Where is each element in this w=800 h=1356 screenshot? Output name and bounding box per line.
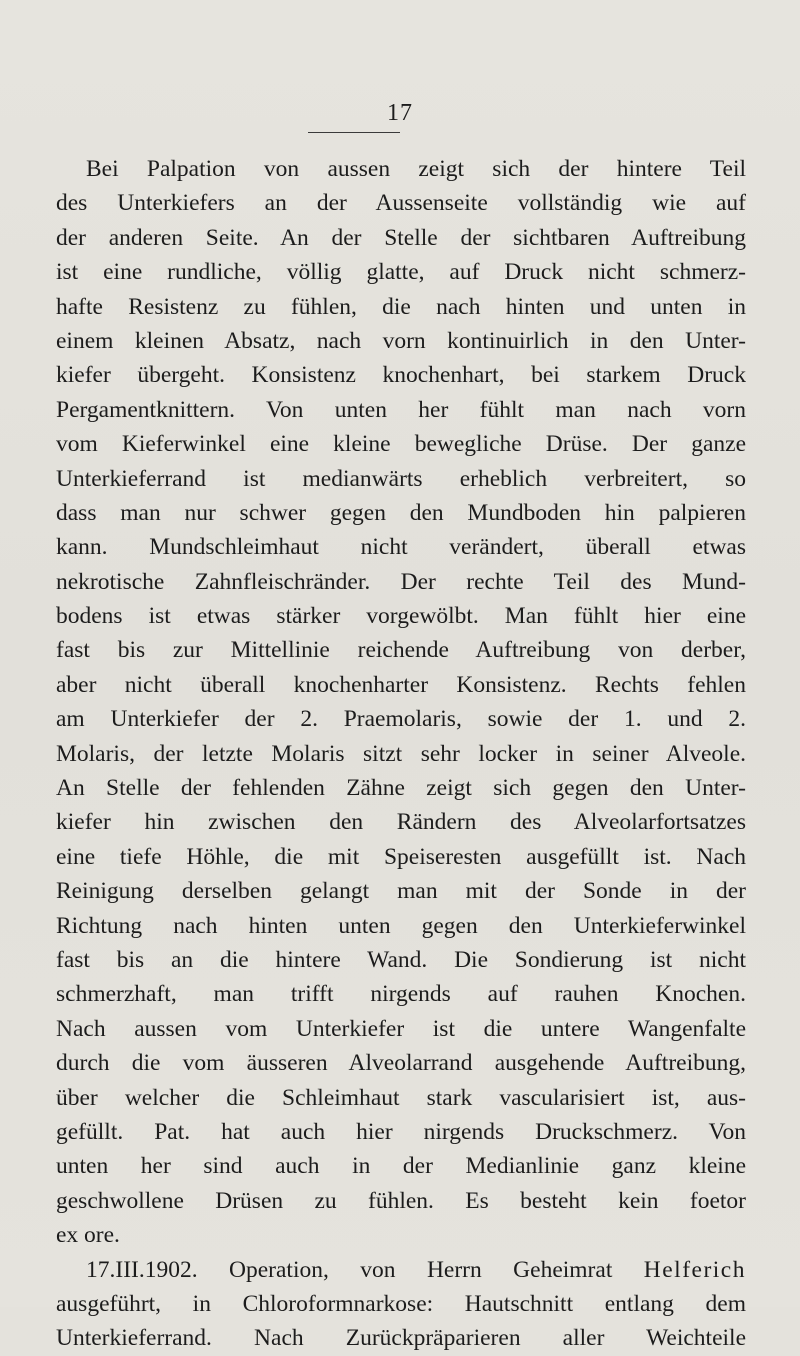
text-line: dass man nur schwer gegen den Mundboden hin palpieren — [56, 499, 746, 526]
text-line: ex ore. — [56, 1222, 120, 1249]
paragraph-2-line-3: Unterkieferrand. Nach Zurückpräparieren aller Weichteile — [56, 1325, 746, 1352]
text-line: Pergamentknittern. Von unten her fühlt man nach vorn — [56, 396, 746, 423]
page-number: 17 — [387, 100, 413, 126]
text-line: eine tiefe Höhle, die mit Speiseresten ausgefüllt ist. Nach — [56, 843, 746, 870]
text-line: aber nicht überall knochenharter Konsistenz. Rechts fehlen — [56, 671, 746, 698]
text-line: Reinigung derselben gelangt man mit der Sonde in der — [56, 878, 746, 905]
text-line: Unterkieferrand ist medianwärts erheblich verbreitert, so — [56, 465, 746, 492]
text-line: einem kleinen Absatz, nach vorn kontinuirlich in den Unter- — [56, 327, 746, 354]
text-line: am Unterkiefer der 2. Praemolaris, sowie der 1. und 2. — [56, 706, 746, 733]
text-line: kiefer hin zwischen den Rändern des Alveolarfortsatzes — [56, 809, 746, 836]
text-line: kann. Mundschleimhaut nicht verändert, überall etwas — [56, 534, 746, 561]
text-line: bodens ist etwas stärker vorgewölbt. Man fühlt hier eine — [56, 603, 746, 630]
text-line: An Stelle der fehlenden Zähne zeigt sich gegen den Unter- — [56, 775, 746, 802]
paragraph-2-line-2: ausgeführt, in Chloroformnarkose: Hautschnitt entlang dem — [56, 1290, 746, 1317]
surgeon-name: Helferich — [643, 1256, 746, 1283]
text-line: durch die vom äusseren Alveolarrand ausgehende Auftreibung, — [56, 1050, 746, 1077]
text-line: über welcher die Schleimhaut stark vascularisiert ist, aus- — [56, 1084, 746, 1111]
operation-date-text: 17.III.1902. Operation, von Herrn Geheimrat — [86, 1256, 644, 1283]
text-line: Molaris, der letzte Molaris sitzt sehr locker in seiner Alveole. — [56, 740, 746, 767]
text-line: der anderen Seite. An der Stelle der sichtbaren Auftreibung — [56, 224, 746, 251]
text-line: ist eine rundliche, völlig glatte, auf Druck nicht schmerz- — [56, 259, 746, 286]
text-line: kiefer übergeht. Konsistenz knochenhart, bei starkem Druck — [56, 362, 746, 389]
text-line: schmerzhaft, man trifft nirgends auf rauhen Knochen. — [56, 981, 746, 1008]
text-line: gefüllt. Pat. hat auch hier nirgends Druckschmerz. Von — [56, 1118, 746, 1145]
text-line: Nach aussen vom Unterkiefer ist die untere Wangenfalte — [56, 1015, 746, 1042]
text-line: fast bis an die hintere Wand. Die Sondierung ist nicht — [56, 946, 746, 973]
text-line: Richtung nach hinten unten gegen den Unterkieferwinkel — [56, 912, 746, 939]
text-line: vom Kieferwinkel eine kleine bewegliche Drüse. Der ganze — [56, 431, 746, 458]
text-line: fast bis zur Mittellinie reichende Auftreibung von derber, — [56, 637, 746, 664]
text-line: Bei Palpation von aussen zeigt sich der hintere Teil — [86, 156, 746, 182]
body-text — [56, 152, 746, 1356]
text-line: des Unterkiefers an der Aussenseite vollständig wie auf — [56, 190, 746, 217]
paragraph-2-line-1 — [56, 1253, 746, 1287]
text-line: nekrotische Zahnfleischränder. Der rechte Teil des Mund- — [56, 568, 746, 595]
text-line: unten her sind auch in der Medianlinie ganz kleine — [56, 1153, 746, 1180]
text-line: hafte Resistenz zu fühlen, die nach hinten und unten in — [56, 293, 746, 320]
page-number-rule — [308, 132, 400, 133]
text-line: geschwollene Drüsen zu fühlen. Es besteht kein foetor — [56, 1187, 746, 1214]
